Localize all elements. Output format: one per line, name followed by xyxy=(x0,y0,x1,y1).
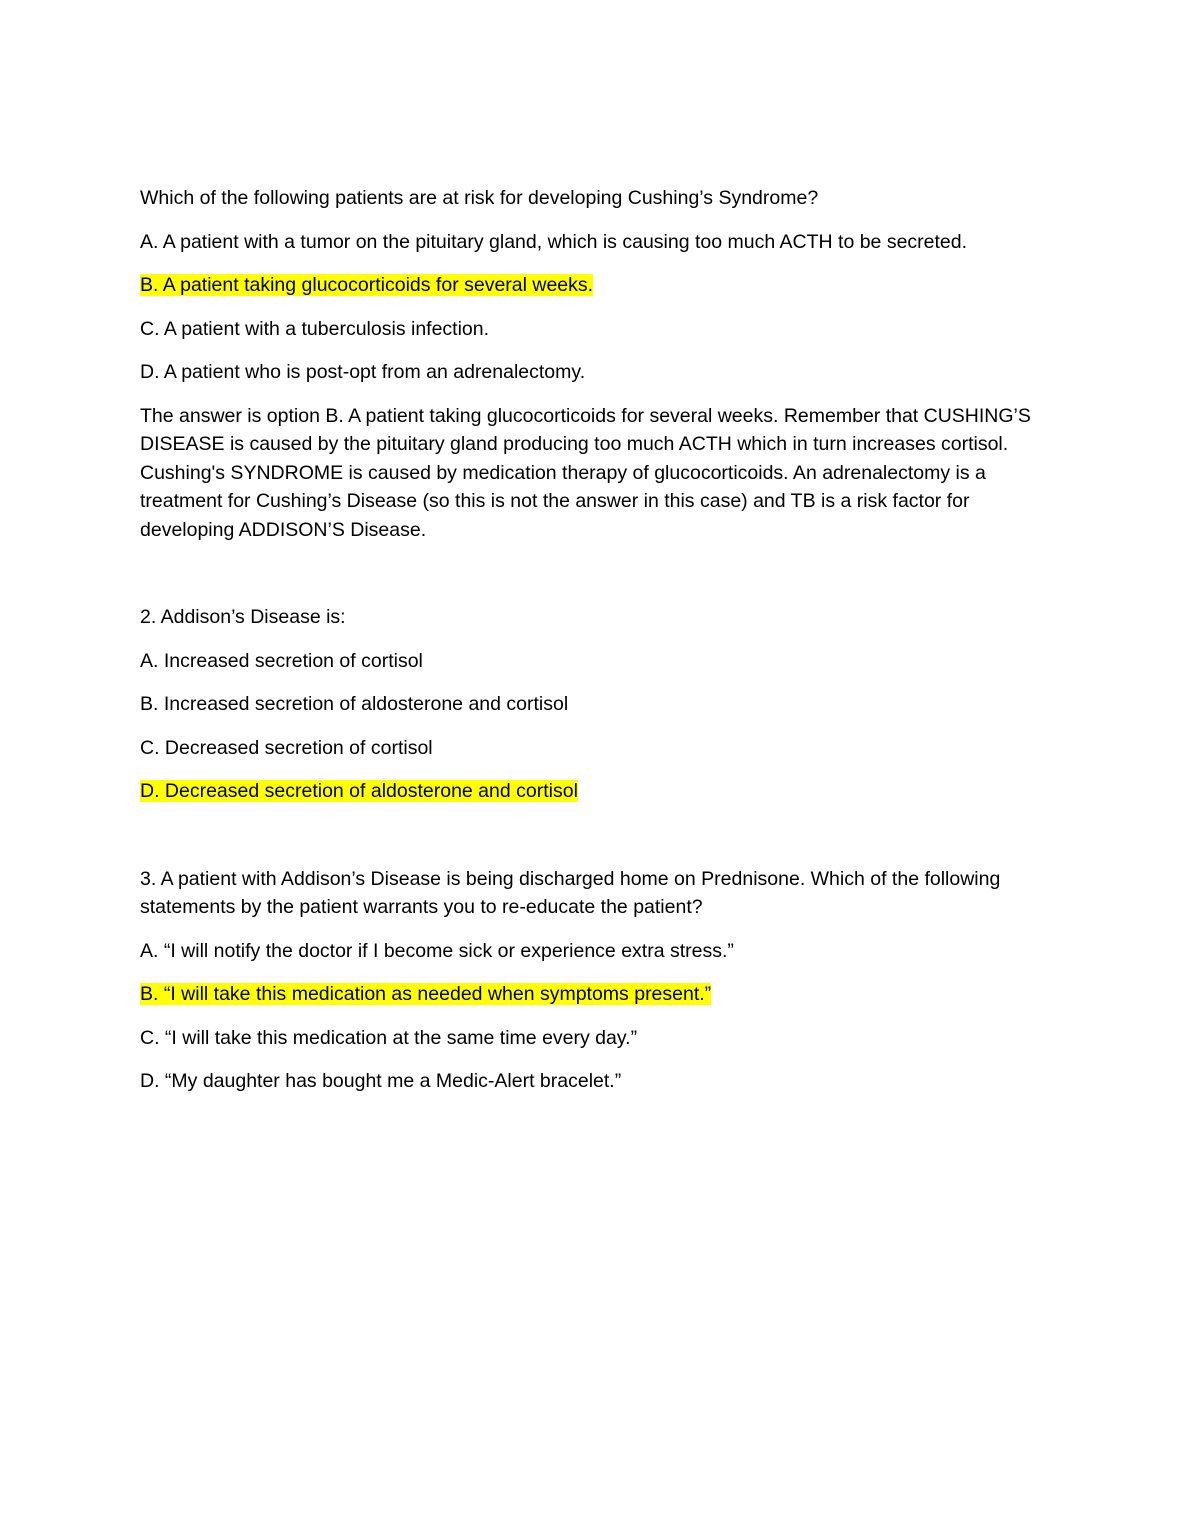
section-spacer xyxy=(140,559,1040,603)
question-1-explanation: The answer is option B. A patient taking glucocorticoids for several weeks. Remember that CUSHING’S DISEASE is caused by the pituitary gland producing too much ACTH which in turn increases cortisol. Cushing's SYNDROME is caused by medication therapy of glucocorticoids. An adrenalectomy is a treatment for Cushing’s Disease (so this is not the answer in this case) and TB is a risk factor for developing ADDISON’S Disease. xyxy=(140,404,1031,541)
question-1-option-a: A. A patient with a tumor on the pituitary gland, which is causing too much ACTH to be secreted. xyxy=(140,230,968,253)
question-2 xyxy=(140,603,1040,806)
question-1-option-b-highlighted: B. A patient taking glucocorticoids for several weeks. xyxy=(140,274,594,296)
question-2-option-d-highlighted: D. Decreased secretion of aldosterone and cortisol xyxy=(140,780,578,802)
question-2-option-b: B. Increased secretion of aldosterone and cortisol xyxy=(140,693,569,715)
question-3-option-a: A. “I will notify the doctor if I become sick or experience extra stress.” xyxy=(140,939,734,962)
question-3-option-b-highlighted: B. “I will take this medication as needed when symptoms present.” xyxy=(140,983,712,1005)
question-3-text: 3. A patient with Addison’s Disease is being discharged home on Prednisone. Which of the following statements by the patient warrants you to re-educate the patient? xyxy=(140,867,1001,918)
question-2-option-c: C. Decreased secretion of cortisol xyxy=(140,736,433,759)
question-3 xyxy=(140,865,1040,1096)
question-1 xyxy=(140,184,1040,544)
question-3-option-d: D. “My daughter has bought me a Medic-Alert bracelet.” xyxy=(140,1070,622,1092)
document-body xyxy=(140,184,1040,1111)
question-1-option-d: D. A patient who is post-opt from an adrenalectomy. xyxy=(140,361,586,383)
question-2-text: 2. Addison’s Disease is: xyxy=(140,606,346,628)
question-2-option-a: A. Increased secretion of cortisol xyxy=(140,649,423,672)
section-spacer xyxy=(140,821,1040,865)
question-1-option-c: C. A patient with a tuberculosis infection. xyxy=(140,317,490,340)
question-3-option-c: C. “I will take this medication at the same time every day.” xyxy=(140,1026,638,1049)
question-1-text: Which of the following patients are at risk for developing Cushing’s Syndrome? xyxy=(140,187,819,209)
